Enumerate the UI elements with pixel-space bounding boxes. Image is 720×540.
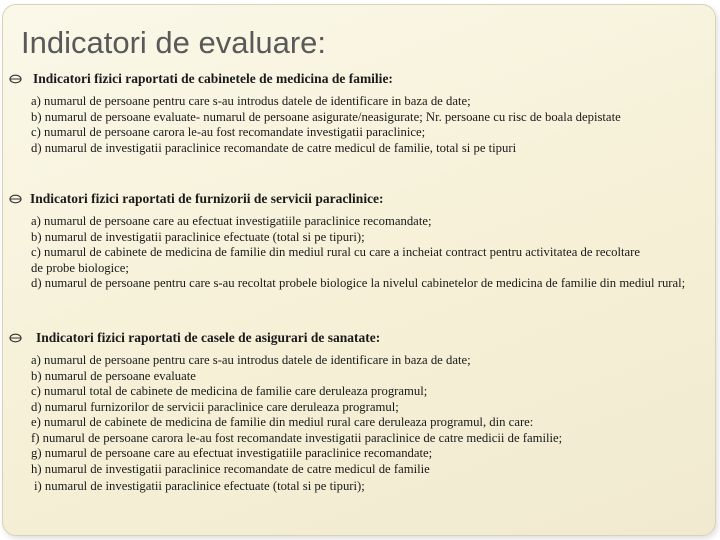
list-item: d) numarul de investigatii paraclinice recomandate de catre medicul de familie, total si pe tipuri [31,140,517,155]
section-heading: Indicatori fizici raportati de furnizorii de servicii paraclinice: [30,191,384,206]
list-item: b) numarul de persoane evaluate- numarul de persoane asigurate/neasigurate; Nr. persoane cu risc de boala depistate [31,109,621,124]
list-item: d) numarul furnizorilor de servicii paraclinice care deruleaza programul; [31,399,399,414]
indicator-list [31,353,709,495]
list-item: a) numarul de persoane pentru care s-au introdus datele de identificare in baza de date; [31,353,471,367]
list-item: i) numarul de investigatii paraclinice efectuate (total si pe tipuri); [34,479,365,493]
section-heading: Indicatori fizici raportati de casele de asigurari de sanatate: [36,330,381,345]
indicator-list [31,214,709,292]
list-item: d) numarul de persoane pentru care s-au recoltat probele biologice la nivelul cabinetelor de medicina de familie din mediul rural; [31,276,686,290]
list-item: e) numarul de cabinete de medicina de familie din mediul rural care deruleaza programul, din care: [31,415,534,429]
list-item: a) numarul de persoane pentru care s-au introdus datele de identificare in baza de date; [31,94,471,108]
list-item: b) numarul de persoane evaluate [31,368,196,383]
slide [2,4,716,536]
slide-title: Indicatori de evaluare: [21,25,327,60]
bullet-icon [9,74,22,84]
list-item: g) numarul de persoane care au efectuat investigatiile paraclinice recomandate; [31,446,433,460]
bullet-icon [9,194,22,204]
bullet-icon [9,333,22,343]
list-item: f) numarul de persoane carora le-au fost recomandate investigatii paraclinice de catre medicii de familie; [31,430,563,445]
list-item: a) numarul de persoane care au efectuat investigatiile paraclinice recomandate; [31,214,432,228]
list-item: b) numarul de investigatii paraclinice efectuate (total si pe tipuri); [31,229,365,244]
list-item: c) numarul de persoane carora le-au fost recomandate investigatii paraclinice; [31,125,426,139]
list-item: c) numarul total de cabinete de medicina de familie care deruleaza programul; [31,384,428,398]
section-heading: Indicatori fizici raportati de cabinetele de medicina de familie: [33,71,393,86]
indicator-list [31,94,709,156]
list-item: c) numarul de cabinete de medicina de familie din mediul rural cu care a incheiat contract pentru activitatea de recoltare de probe biologice; [31,245,641,275]
list-item: h) numarul de investigatii paraclinice recomandate de catre medicul de familie [31,461,430,476]
